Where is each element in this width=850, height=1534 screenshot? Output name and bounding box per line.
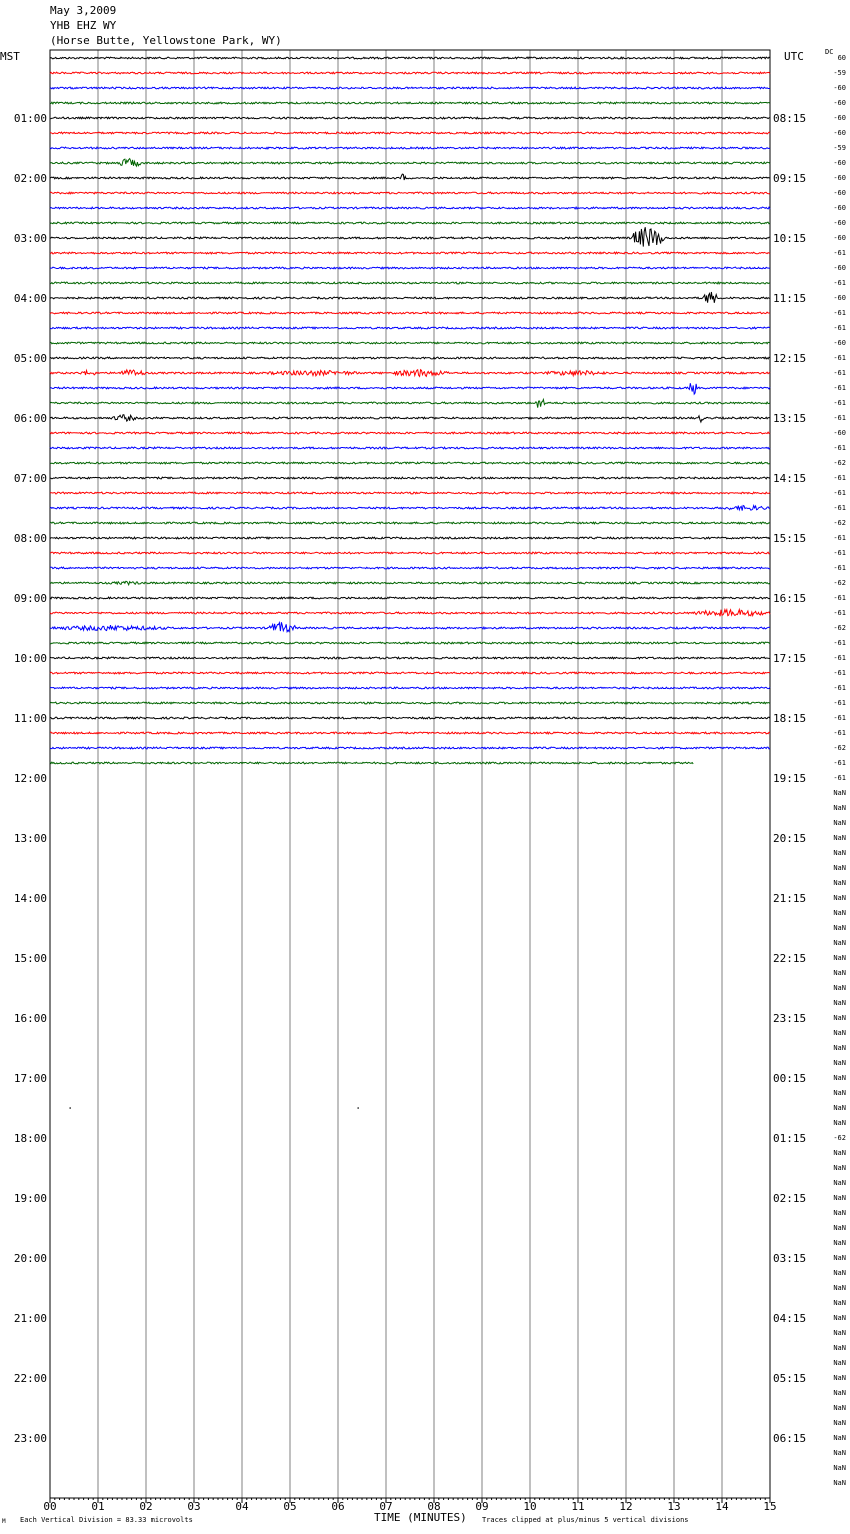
trace-34 — [50, 567, 770, 569]
trace-44 — [50, 717, 770, 719]
trace-22 — [50, 383, 770, 394]
dc-offset-label: -61 — [833, 369, 846, 377]
trace-28 — [50, 477, 770, 479]
left-hour-label: 11:00 — [13, 712, 47, 725]
dc-offset-label: NaN — [833, 894, 846, 902]
left-hour-label: 05:00 — [13, 352, 47, 365]
dc-offset-label: NaN — [833, 1329, 846, 1337]
x-tick-label: 10 — [523, 1500, 537, 1513]
dc-offset-label: -61 — [833, 534, 846, 542]
trace-23 — [50, 400, 770, 408]
trace-9 — [50, 192, 770, 194]
dc-offset-label: -61 — [833, 669, 846, 677]
trace-29 — [50, 492, 770, 494]
left-hour-label: 23:00 — [13, 1432, 47, 1445]
dc-offset-label: NaN — [833, 1224, 846, 1232]
dc-offset-label: -60 — [833, 429, 846, 437]
dc-offset-label: NaN — [833, 1029, 846, 1037]
dc-offset-label: -61 — [833, 774, 846, 782]
dc-offset-label: NaN — [833, 819, 846, 827]
dc-offset-label: -62 — [833, 459, 846, 467]
dc-offset-label: NaN — [833, 1464, 846, 1472]
dc-offset-label: NaN — [833, 1374, 846, 1382]
dc-offset-label: -61 — [833, 324, 846, 332]
dc-offset-label: NaN — [833, 1149, 846, 1157]
left-hour-label: 03:00 — [13, 232, 47, 245]
dc-offset-label: -60 — [833, 189, 846, 197]
dc-offset-header: DC — [825, 48, 834, 56]
dc-offset-label: -60 — [833, 339, 846, 347]
trace-26 — [50, 447, 770, 449]
right-hour-label: 23:15 — [773, 1012, 807, 1025]
trace-35 — [50, 581, 770, 585]
right-hour-label: 20:15 — [773, 832, 807, 845]
dc-offset-label: NaN — [833, 1179, 846, 1187]
dc-offset-label: -61 — [833, 729, 846, 737]
dc-offset-label: -61 — [833, 249, 846, 257]
trace-7 — [50, 159, 770, 167]
dc-offset-label: NaN — [833, 1419, 846, 1427]
trace-30 — [50, 506, 770, 511]
left-hour-label: 01:00 — [13, 112, 47, 125]
dc-offset-label: NaN — [833, 1299, 846, 1307]
dc-offset-label: -60 — [833, 129, 846, 137]
dc-offset-label: NaN — [833, 1314, 846, 1322]
trace-33 — [50, 552, 770, 554]
trace-8 — [50, 174, 770, 180]
left-hour-label: 06:00 — [13, 412, 47, 425]
x-tick-label: 00 — [43, 1500, 57, 1513]
trace-12 — [50, 227, 770, 246]
left-hour-label: 22:00 — [13, 1372, 47, 1385]
dc-offset-label: -60 — [833, 204, 846, 212]
dc-offset-label: NaN — [833, 1119, 846, 1127]
left-hour-label: 17:00 — [13, 1072, 47, 1085]
dc-offset-label: -60 — [833, 234, 846, 242]
dc-offset-label: NaN — [833, 924, 846, 932]
dc-offset-label: NaN — [833, 849, 846, 857]
dc-offset-label: -61 — [833, 684, 846, 692]
dc-offset-label: -62 — [833, 744, 846, 752]
left-hour-label: 18:00 — [13, 1132, 47, 1145]
dc-offset-label: -60 — [833, 99, 846, 107]
dc-offset-label: -61 — [833, 279, 846, 287]
dc-offset-label: -60 — [833, 294, 846, 302]
left-hour-label: 12:00 — [13, 772, 47, 785]
right-hour-label: 05:15 — [773, 1372, 807, 1385]
trace-38 — [50, 622, 770, 631]
right-hour-label: 06:15 — [773, 1432, 807, 1445]
trace-6 — [50, 147, 770, 149]
dc-offset-label: NaN — [833, 1344, 846, 1352]
trace-0 — [50, 57, 770, 59]
dc-offset-label: NaN — [833, 1254, 846, 1262]
dc-offset-label: -59 — [833, 144, 846, 152]
plot-frame — [50, 50, 770, 1498]
dc-offset-label: NaN — [833, 1239, 846, 1247]
right-hour-label: 09:15 — [773, 172, 807, 185]
dc-offset-label: -59 — [833, 69, 846, 77]
right-hour-label: 14:15 — [773, 472, 807, 485]
trace-42 — [50, 687, 770, 689]
trace-36 — [50, 597, 770, 599]
right-hour-label: 04:15 — [773, 1312, 807, 1325]
x-axis-title: TIME (MINUTES) — [374, 1511, 467, 1524]
dc-offset-label: -61 — [833, 609, 846, 617]
x-tick-label: 03 — [187, 1500, 201, 1513]
trace-37 — [50, 610, 770, 617]
footer-mark: M — [2, 1518, 6, 1525]
dc-offset-label: -61 — [833, 564, 846, 572]
x-tick-label: 02 — [139, 1500, 153, 1513]
trace-32 — [50, 537, 770, 539]
right-hour-label: 16:15 — [773, 592, 807, 605]
dc-offset-label: NaN — [833, 1479, 846, 1487]
dc-offset-label: NaN — [833, 804, 846, 812]
header-station: YHB EHZ WY — [50, 19, 117, 32]
dc-offset-label: NaN — [833, 1434, 846, 1442]
left-hour-label: 07:00 — [13, 472, 47, 485]
dc-offset-label: NaN — [833, 1404, 846, 1412]
right-hour-label: 18:15 — [773, 712, 807, 725]
dc-offset-label: -61 — [833, 549, 846, 557]
dc-offset-label: NaN — [833, 1044, 846, 1052]
left-hour-label: 16:00 — [13, 1012, 47, 1025]
trace-31 — [50, 522, 770, 524]
dc-offset-label: -60 — [833, 174, 846, 182]
right-hour-label: 01:15 — [773, 1132, 807, 1145]
left-hour-label: 09:00 — [13, 592, 47, 605]
x-tick-label: 14 — [715, 1500, 729, 1513]
left-hour-label: 13:00 — [13, 832, 47, 845]
dc-offset-label: NaN — [833, 879, 846, 887]
dc-offset-label: NaN — [833, 1164, 846, 1172]
left-hour-label: 08:00 — [13, 532, 47, 545]
trace-3 — [50, 102, 770, 104]
dc-offset-label: -61 — [833, 759, 846, 767]
dc-offset-label: -61 — [833, 714, 846, 722]
dc-offset-label: NaN — [833, 969, 846, 977]
dc-offset-label: NaN — [833, 834, 846, 842]
trace-39 — [50, 642, 770, 644]
dc-offset-label: NaN — [833, 984, 846, 992]
trace-20 — [50, 357, 770, 359]
header-location: (Horse Butte, Yellowstone Park, WY) — [50, 34, 282, 47]
dc-offset-label: -62 — [833, 624, 846, 632]
right-hour-label: 17:15 — [773, 652, 807, 665]
right-timezone-label: UTC — [784, 50, 804, 63]
left-hour-label: 02:00 — [13, 172, 47, 185]
left-hour-label: 21:00 — [13, 1312, 47, 1325]
trace-46 — [50, 747, 770, 749]
trace-18 — [50, 327, 770, 329]
trace-15 — [50, 282, 770, 284]
dc-offset-label: NaN — [833, 954, 846, 962]
x-tick-label: 09 — [475, 1500, 489, 1513]
x-tick-label: 15 — [763, 1500, 777, 1513]
trace-45 — [50, 732, 770, 734]
trace-2 — [50, 87, 770, 89]
dc-offset-label: -60 — [833, 159, 846, 167]
trace-25 — [50, 432, 770, 434]
trace-11 — [50, 222, 770, 224]
dc-offset-label: -61 — [833, 354, 846, 362]
right-hour-label: 02:15 — [773, 1192, 807, 1205]
dc-offset-label: NaN — [833, 1389, 846, 1397]
dc-offset-label: NaN — [833, 1089, 846, 1097]
x-tick-label: 05 — [283, 1500, 297, 1513]
right-hour-label: 12:15 — [773, 352, 807, 365]
right-hour-label: 03:15 — [773, 1252, 807, 1265]
dc-offset-label: NaN — [833, 789, 846, 797]
dc-offset-label: -61 — [833, 639, 846, 647]
dc-offset-label: NaN — [833, 1059, 846, 1067]
dc-offset-label: -61 — [833, 309, 846, 317]
trace-19 — [50, 342, 770, 344]
trace-21 — [50, 370, 770, 377]
dc-offset-label: -60 — [833, 84, 846, 92]
left-hour-label: 14:00 — [13, 892, 47, 905]
trace-41 — [50, 672, 770, 674]
dc-offset-label: -60 — [833, 114, 846, 122]
dc-offset-label: -61 — [833, 504, 846, 512]
dc-offset-label: -61 — [833, 414, 846, 422]
trace-14 — [50, 267, 770, 269]
trace-4 — [50, 117, 770, 119]
right-hour-label: 13:15 — [773, 412, 807, 425]
x-tick-label: 07 — [379, 1500, 393, 1513]
dc-offset-label: NaN — [833, 999, 846, 1007]
dc-offset-label: -62 — [833, 519, 846, 527]
dc-offset-label: NaN — [833, 1014, 846, 1022]
right-hour-label: 00:15 — [773, 1072, 807, 1085]
dc-offset-label: NaN — [833, 939, 846, 947]
trace-43 — [50, 702, 770, 704]
right-hour-label: 15:15 — [773, 532, 807, 545]
dc-offset-label: -60 — [833, 219, 846, 227]
trace-24 — [50, 415, 770, 422]
left-timezone-label: MST — [0, 50, 20, 63]
x-tick-label: 08 — [427, 1500, 441, 1513]
footer-scale-note: Each Vertical Division = 83.33 microvolts — [20, 1516, 193, 1524]
dc-offset-label: -61 — [833, 474, 846, 482]
dc-offset-label: NaN — [833, 1284, 846, 1292]
dc-offset-label: NaN — [833, 1359, 846, 1367]
x-tick-label: 06 — [331, 1500, 345, 1513]
trace-16 — [50, 292, 770, 303]
dc-offset-label: NaN — [833, 864, 846, 872]
x-tick-label: 04 — [235, 1500, 249, 1513]
dc-offset-label: NaN — [833, 909, 846, 917]
right-hour-label: 21:15 — [773, 892, 807, 905]
trace-27 — [50, 462, 770, 464]
trace-1 — [50, 72, 770, 74]
dc-offset-label: NaN — [833, 1074, 846, 1082]
right-hour-label: 10:15 — [773, 232, 807, 245]
trace-13 — [50, 252, 770, 254]
left-hour-label: 19:00 — [13, 1192, 47, 1205]
header-date: May 3,2009 — [50, 4, 117, 17]
dc-offset-label: NaN — [833, 1449, 846, 1457]
dc-offset-label: NaN — [833, 1209, 846, 1217]
x-tick-label: 13 — [667, 1500, 681, 1513]
dc-offset-label: -61 — [833, 399, 846, 407]
x-tick-label: 11 — [571, 1500, 585, 1513]
isolated-point-0 — [69, 1107, 71, 1109]
isolated-point-1 — [357, 1107, 359, 1109]
dc-offset-label: 60 — [837, 54, 846, 62]
dc-offset-label: NaN — [833, 1194, 846, 1202]
dc-offset-label: -61 — [833, 594, 846, 602]
dc-offset-label: -60 — [833, 264, 846, 272]
footer-clip-note: Traces clipped at plus/minus 5 vertical divisions — [482, 1516, 689, 1524]
dc-offset-label: -61 — [833, 654, 846, 662]
left-hour-label: 20:00 — [13, 1252, 47, 1265]
left-hour-label: 04:00 — [13, 292, 47, 305]
right-hour-label: 11:15 — [773, 292, 807, 305]
dc-offset-label: -61 — [833, 699, 846, 707]
dc-offset-label: -62 — [833, 579, 846, 587]
right-hour-label: 08:15 — [773, 112, 807, 125]
dc-offset-label: NaN — [833, 1104, 846, 1112]
x-tick-label: 12 — [619, 1500, 633, 1513]
dc-offset-label: -61 — [833, 489, 846, 497]
dc-offset-label: -61 — [833, 384, 846, 392]
x-tick-label: 01 — [91, 1500, 105, 1513]
left-hour-label: 15:00 — [13, 952, 47, 965]
dc-offset-label: -61 — [833, 444, 846, 452]
right-hour-label: 19:15 — [773, 772, 807, 785]
left-hour-label: 10:00 — [13, 652, 47, 665]
trace-10 — [50, 207, 770, 209]
trace-17 — [50, 312, 770, 314]
trace-40 — [50, 657, 770, 659]
dc-offset-label: NaN — [833, 1269, 846, 1277]
trace-5 — [50, 132, 770, 134]
right-hour-label: 22:15 — [773, 952, 807, 965]
dc-offset-label: -62 — [833, 1134, 846, 1142]
